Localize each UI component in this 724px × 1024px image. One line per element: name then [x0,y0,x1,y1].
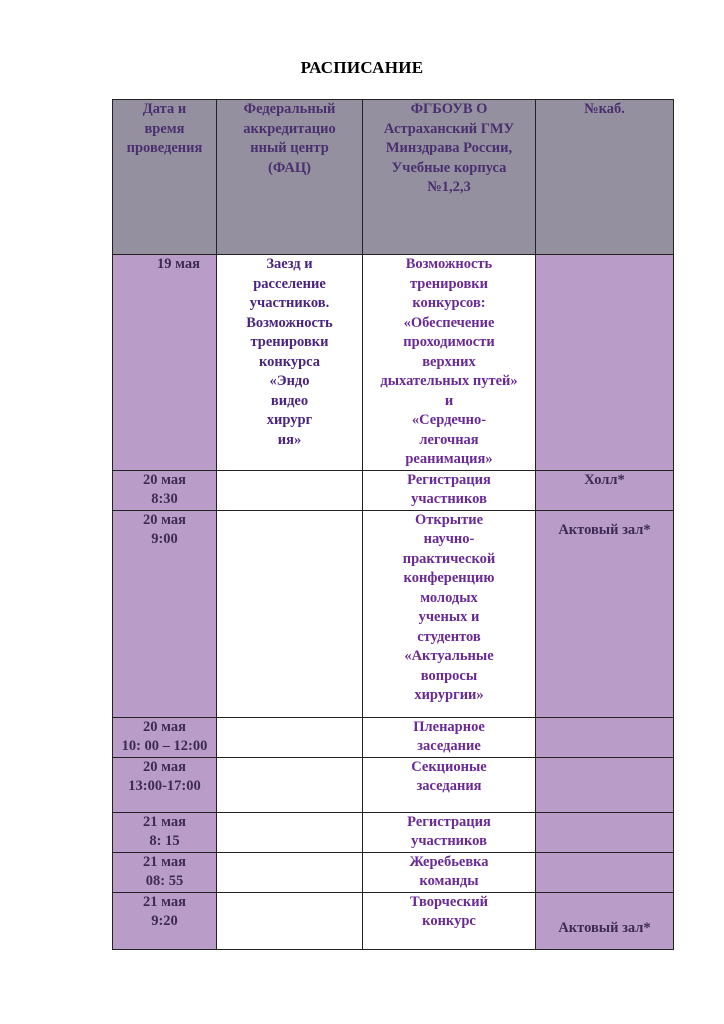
cell-date: 21 мая 8: 15 [113,812,217,852]
cell-room: Холл* [536,470,674,510]
cell-room [536,717,674,757]
cell-fac [217,757,363,812]
cell-event: Регистрация участников [363,470,536,510]
cell-event: Творческий конкурс [363,892,536,949]
cell-fac [217,510,363,717]
cell-date: 19 мая [113,255,217,471]
header-university: ФГБОУВ О Астраханский ГМУ Минздрава России, Учебные корпуса №1,2,3 [363,100,536,255]
table-row [113,892,674,949]
header-room: №каб. [536,100,674,255]
header-date: Дата и время проведения [113,100,217,255]
cell-room: Актовый зал* [536,510,674,717]
table-row [113,510,674,717]
schedule-table [112,99,674,950]
cell-fac: Заезд и расселение участников. Возможность тренировки конкурса «Эндо видео хирург ия» [217,255,363,471]
cell-event: Пленарное заседание [363,717,536,757]
table-row [113,470,674,510]
table-row [113,852,674,892]
cell-event: Возможность тренировки конкурсов: «Обеспечение проходимости верхних дыхательных путей» и «Сердечно- легочная реанимация» [363,255,536,471]
cell-date: 21 мая 08: 55 [113,852,217,892]
cell-fac [217,470,363,510]
cell-room [536,757,674,812]
cell-date: 20 мая 9:00 [113,510,217,717]
table-row [113,812,674,852]
cell-date: 20 мая 8:30 [113,470,217,510]
cell-event: Жеребьевка команды [363,852,536,892]
cell-fac [217,717,363,757]
table-header-row [113,100,674,255]
cell-room [536,255,674,471]
cell-room: Актовый зал* [536,892,674,949]
table-row [113,717,674,757]
cell-date: 20 мая 13:00-17:00 [113,757,217,812]
page-title: РАСПИСАНИЕ [300,58,424,77]
cell-fac [217,812,363,852]
table-row [113,255,674,471]
cell-fac [217,892,363,949]
header-fac: Федеральный аккредитацио нный центр (ФАЦ) [217,100,363,255]
cell-event: Регистрация участников [363,812,536,852]
cell-fac [217,852,363,892]
cell-event: Открытие научно- практической конференцию молодых ученых и студентов «Актуальные вопросы хирургии» [363,510,536,717]
table-row [113,757,674,812]
cell-room [536,852,674,892]
cell-event: Секционые заседания [363,757,536,812]
cell-date: 21 мая 9:20 [113,892,217,949]
cell-room [536,812,674,852]
cell-date: 20 мая 10: 00 – 12:00 [113,717,217,757]
